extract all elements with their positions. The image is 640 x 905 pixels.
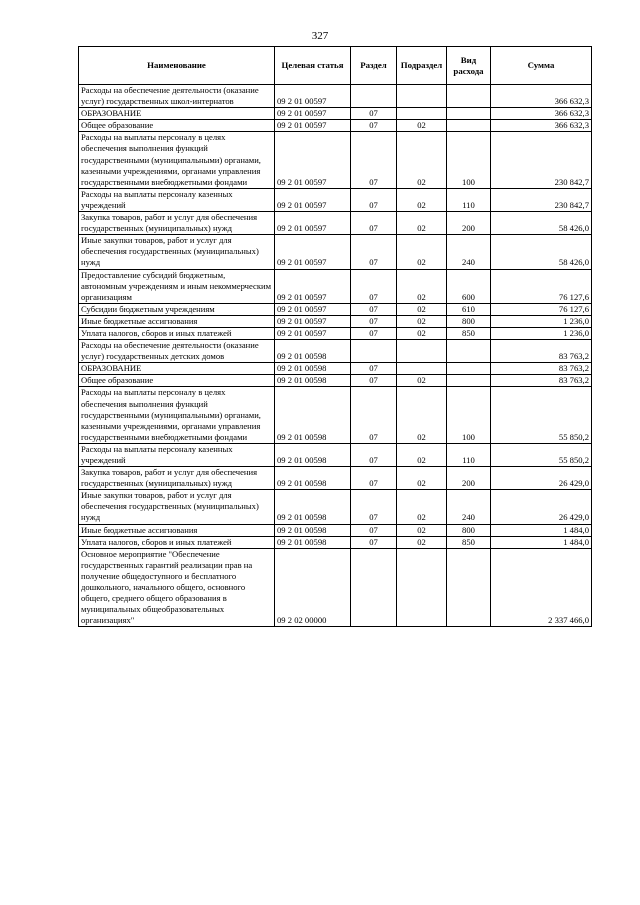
table-row: [79, 120, 592, 132]
row-amount-cell: 55 850,2: [491, 387, 592, 443]
row-code-cell: 09 2 01 00597: [275, 235, 351, 269]
row-section-cell: 07: [351, 269, 397, 303]
row-subsection-cell: 02: [397, 387, 447, 443]
row-section-cell: 07: [351, 363, 397, 375]
table-row: [79, 108, 592, 120]
row-code-cell: 09 2 01 00598: [275, 536, 351, 548]
row-section-cell: [351, 85, 397, 108]
row-subsection-cell: 02: [397, 443, 447, 466]
table-row: [79, 212, 592, 235]
row-subsection-cell: 02: [397, 315, 447, 327]
row-amount-cell: 1 484,0: [491, 524, 592, 536]
row-section-cell: 07: [351, 303, 397, 315]
row-section-cell: 07: [351, 443, 397, 466]
table-body: [79, 85, 592, 627]
row-subsection-cell: 02: [397, 188, 447, 211]
row-name-cell: Уплата налогов, сборов и иных платежей: [79, 327, 275, 339]
row-amount-cell: 1 484,0: [491, 536, 592, 548]
row-amount-cell: 1 236,0: [491, 327, 592, 339]
row-code-cell: 09 2 01 00598: [275, 490, 351, 524]
row-subsection-cell: 02: [397, 490, 447, 524]
table-row: [79, 315, 592, 327]
row-code-cell: 09 2 01 00597: [275, 212, 351, 235]
row-section-cell: 07: [351, 490, 397, 524]
row-subsection-cell: [397, 85, 447, 108]
row-name-cell: Общее образование: [79, 375, 275, 387]
table-row: [79, 363, 592, 375]
row-subsection-cell: 02: [397, 132, 447, 188]
header-code: Целевая статья: [275, 47, 351, 85]
row-subsection-cell: 02: [397, 269, 447, 303]
row-amount-cell: 366 632,3: [491, 108, 592, 120]
row-subsection-cell: 02: [397, 524, 447, 536]
row-section-cell: 07: [351, 235, 397, 269]
row-code-cell: 09 2 01 00597: [275, 120, 351, 132]
row-code-cell: 09 2 01 00598: [275, 375, 351, 387]
row-code-cell: 09 2 01 00597: [275, 327, 351, 339]
row-code-cell: 09 2 01 00597: [275, 269, 351, 303]
row-subsection-cell: [397, 340, 447, 363]
table-row: [79, 375, 592, 387]
row-amount-cell: 83 763,2: [491, 363, 592, 375]
row-amount-cell: 58 426,0: [491, 235, 592, 269]
row-expense-type-cell: [447, 108, 491, 120]
table-row: [79, 490, 592, 524]
header-expense-type: Вид расхода: [447, 47, 491, 85]
table-row: [79, 85, 592, 108]
row-expense-type-cell: 850: [447, 536, 491, 548]
row-expense-type-cell: 850: [447, 327, 491, 339]
row-expense-type-cell: [447, 340, 491, 363]
row-section-cell: 07: [351, 188, 397, 211]
row-expense-type-cell: 800: [447, 315, 491, 327]
row-name-cell: Иные закупки товаров, работ и услуг для обеспечения государственных (муниципальных) нужд: [79, 490, 275, 524]
row-name-cell: Расходы на обеспечение деятельности (оказание услуг) государственных школ-интернатов: [79, 85, 275, 108]
table-row: [79, 269, 592, 303]
row-code-cell: 09 2 01 00597: [275, 315, 351, 327]
row-code-cell: 09 2 01 00597: [275, 303, 351, 315]
row-name-cell: Расходы на выплаты персоналу в целях обеспечения выполнения функций государственными (муниципальными) органами, казенными учреждениями, органами управления государственными внебюджетными фондами: [79, 387, 275, 443]
row-subsection-cell: 02: [397, 327, 447, 339]
row-section-cell: 07: [351, 212, 397, 235]
row-amount-cell: 26 429,0: [491, 467, 592, 490]
row-section-cell: 07: [351, 387, 397, 443]
row-name-cell: Субсидии бюджетным учреждениям: [79, 303, 275, 315]
row-amount-cell: 230 842,7: [491, 132, 592, 188]
row-name-cell: Общее образование: [79, 120, 275, 132]
row-expense-type-cell: 110: [447, 443, 491, 466]
row-expense-type-cell: 200: [447, 212, 491, 235]
row-name-cell: Иные бюджетные ассигнования: [79, 524, 275, 536]
row-amount-cell: 83 763,2: [491, 375, 592, 387]
row-subsection-cell: 02: [397, 536, 447, 548]
row-expense-type-cell: [447, 363, 491, 375]
row-expense-type-cell: 200: [447, 467, 491, 490]
row-amount-cell: 26 429,0: [491, 490, 592, 524]
row-subsection-cell: [397, 108, 447, 120]
row-code-cell: 09 2 01 00598: [275, 387, 351, 443]
table-row: [79, 387, 592, 443]
row-subsection-cell: 02: [397, 303, 447, 315]
row-subsection-cell: 02: [397, 467, 447, 490]
row-section-cell: 07: [351, 327, 397, 339]
row-expense-type-cell: 240: [447, 235, 491, 269]
table-header-row: [79, 47, 592, 85]
row-amount-cell: 76 127,6: [491, 269, 592, 303]
row-subsection-cell: [397, 363, 447, 375]
row-expense-type-cell: 240: [447, 490, 491, 524]
row-code-cell: 09 2 01 00598: [275, 340, 351, 363]
row-section-cell: [351, 340, 397, 363]
row-subsection-cell: 02: [397, 212, 447, 235]
header-section: Раздел: [351, 47, 397, 85]
row-name-cell: Основное мероприятие "Обеспечение государственных гарантий реализации прав на получение общедоступного и бесплатного дошкольного, начального общего, основного общего, среднего общего образования в муниципальных общеобразовательных организациях": [79, 548, 275, 627]
header-name: Наименование: [79, 47, 275, 85]
header-amount: Сумма: [491, 47, 592, 85]
row-expense-type-cell: 110: [447, 188, 491, 211]
row-subsection-cell: [397, 548, 447, 627]
row-amount-cell: 230 842,7: [491, 188, 592, 211]
row-expense-type-cell: [447, 120, 491, 132]
row-expense-type-cell: 100: [447, 387, 491, 443]
row-amount-cell: 83 763,2: [491, 340, 592, 363]
row-subsection-cell: 02: [397, 120, 447, 132]
row-name-cell: Закупка товаров, работ и услуг для обеспечения государственных (муниципальных) нужд: [79, 212, 275, 235]
row-expense-type-cell: 800: [447, 524, 491, 536]
row-amount-cell: 76 127,6: [491, 303, 592, 315]
budget-table: [78, 46, 592, 627]
table-row: [79, 548, 592, 627]
row-amount-cell: 1 236,0: [491, 315, 592, 327]
row-name-cell: Иные бюджетные ассигнования: [79, 315, 275, 327]
table-row: [79, 536, 592, 548]
row-name-cell: Расходы на обеспечение деятельности (оказание услуг) государственных детских домов: [79, 340, 275, 363]
row-name-cell: Расходы на выплаты персоналу казенных учреждений: [79, 443, 275, 466]
row-expense-type-cell: [447, 375, 491, 387]
row-section-cell: 07: [351, 108, 397, 120]
row-code-cell: 09 2 01 00598: [275, 443, 351, 466]
header-subsection: Подраздел: [397, 47, 447, 85]
row-subsection-cell: 02: [397, 235, 447, 269]
row-name-cell: Расходы на выплаты персоналу в целях обеспечения выполнения функций государственными (муниципальными) органами, казенными учреждениями, органами управления государственными внебюджетными фондами: [79, 132, 275, 188]
row-expense-type-cell: 100: [447, 132, 491, 188]
row-section-cell: 07: [351, 315, 397, 327]
row-section-cell: 07: [351, 536, 397, 548]
row-code-cell: 09 2 01 00597: [275, 85, 351, 108]
table-row: [79, 467, 592, 490]
row-name-cell: Уплата налогов, сборов и иных платежей: [79, 536, 275, 548]
table-row: [79, 327, 592, 339]
row-expense-type-cell: 610: [447, 303, 491, 315]
row-expense-type-cell: [447, 85, 491, 108]
row-name-cell: Расходы на выплаты персоналу казенных учреждений: [79, 188, 275, 211]
page-number: 327: [311, 30, 329, 42]
row-name-cell: ОБРАЗОВАНИЕ: [79, 363, 275, 375]
row-name-cell: Закупка товаров, работ и услуг для обеспечения государственных (муниципальных) нужд: [79, 467, 275, 490]
row-name-cell: Иные закупки товаров, работ и услуг для обеспечения государственных (муниципальных) нужд: [79, 235, 275, 269]
table-row: [79, 524, 592, 536]
row-expense-type-cell: 600: [447, 269, 491, 303]
row-section-cell: 07: [351, 524, 397, 536]
row-amount-cell: 366 632,3: [491, 120, 592, 132]
row-amount-cell: 58 426,0: [491, 212, 592, 235]
row-code-cell: 09 2 01 00597: [275, 188, 351, 211]
row-amount-cell: 2 337 466,0: [491, 548, 592, 627]
row-amount-cell: 55 850,2: [491, 443, 592, 466]
row-code-cell: 09 2 01 00597: [275, 108, 351, 120]
table-row: [79, 340, 592, 363]
row-section-cell: 07: [351, 467, 397, 490]
row-expense-type-cell: [447, 548, 491, 627]
table-row: [79, 132, 592, 188]
row-section-cell: 07: [351, 120, 397, 132]
row-code-cell: 09 2 01 00598: [275, 524, 351, 536]
table-row: [79, 235, 592, 269]
row-code-cell: 09 2 01 00597: [275, 132, 351, 188]
row-amount-cell: 366 632,3: [491, 85, 592, 108]
row-subsection-cell: 02: [397, 375, 447, 387]
table-row: [79, 303, 592, 315]
row-name-cell: Предоставление субсидий бюджетным, автономным учреждениям и иным некоммерческим организациям: [79, 269, 275, 303]
row-code-cell: 09 2 02 00000: [275, 548, 351, 627]
row-section-cell: [351, 548, 397, 627]
row-section-cell: 07: [351, 375, 397, 387]
row-code-cell: 09 2 01 00598: [275, 467, 351, 490]
row-code-cell: 09 2 01 00598: [275, 363, 351, 375]
table-row: [79, 443, 592, 466]
table-row: [79, 188, 592, 211]
row-section-cell: 07: [351, 132, 397, 188]
row-name-cell: ОБРАЗОВАНИЕ: [79, 108, 275, 120]
